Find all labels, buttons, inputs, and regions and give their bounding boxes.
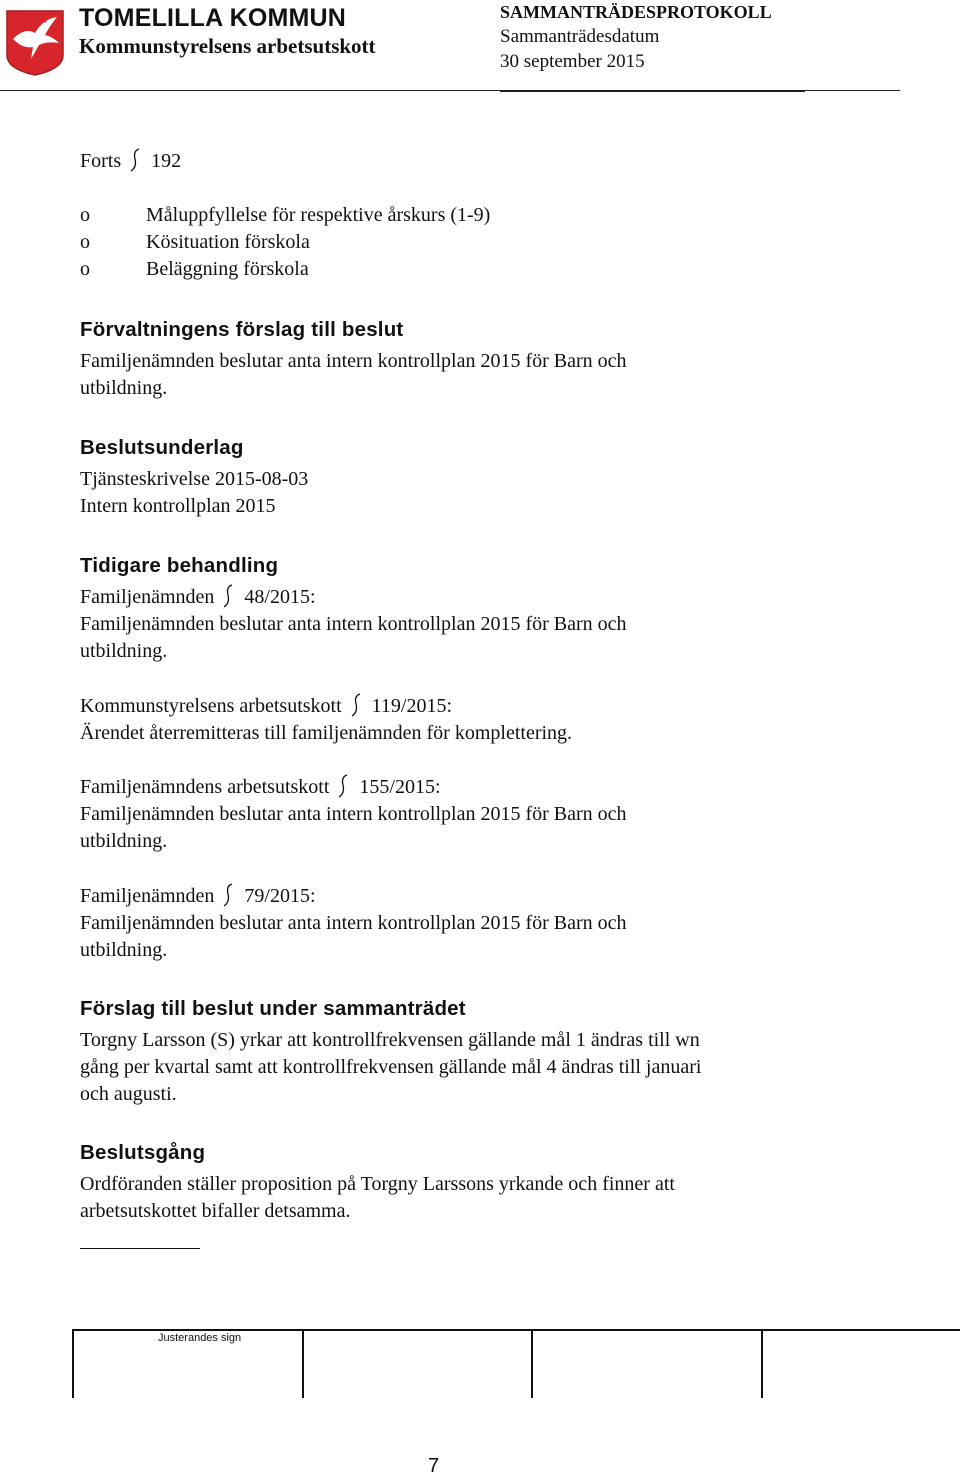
table-divider: [72, 1331, 74, 1398]
section-sign-icon: [220, 584, 238, 608]
body-text: Familjenämnden beslutar anta intern kontrollplan 2015 för Barn och: [80, 912, 627, 934]
signature-table: [72, 1329, 960, 1398]
bullet-marker: o: [80, 258, 90, 280]
body-text: Ärendet återremitteras till familjenämnden för komplettering.: [80, 722, 573, 744]
decision-ref: 155/2015:: [359, 776, 441, 798]
section-sign-icon: [348, 693, 366, 717]
list-item: [80, 204, 490, 227]
decision-body: Familjenämnden: [80, 586, 215, 608]
paragraph-prefix: Forts: [80, 150, 122, 172]
list-item-text: Kösituation förskola: [146, 231, 310, 253]
decision-body: Kommunstyrelsens arbetsutskott: [80, 695, 342, 717]
end-rule: [80, 1248, 200, 1249]
section-sign-icon: [127, 148, 145, 172]
sign-label: Justerandes sign: [158, 1332, 242, 1344]
bullet-marker: o: [80, 231, 90, 253]
list-item-text: Måluppfyllelse för respektive årskurs (1-9): [146, 204, 491, 226]
decision-ref: 119/2015:: [371, 695, 453, 717]
decision-ref: 48/2015:: [244, 586, 316, 608]
section-heading: Beslutsgång: [80, 1141, 206, 1164]
crest-bird-icon: [5, 9, 65, 77]
body-text: Familjenämnden beslutar anta intern kontrollplan 2015 för Barn och: [80, 350, 627, 372]
treatment-reference: [80, 584, 316, 612]
body-text: utbildning.: [80, 640, 168, 662]
section-heading: Beslutsunderlag: [80, 436, 244, 459]
body-text: Ordföranden ställer proposition på Torgny Larssons yrkande och finner att: [80, 1173, 675, 1195]
body-text: Intern kontrollplan 2015: [80, 495, 276, 517]
treatment-reference: [80, 883, 316, 911]
body-text: Tjänsteskrivelse 2015-08-03: [80, 468, 309, 490]
section-sign-icon: [335, 774, 353, 798]
header-divider-secondary: [500, 91, 805, 92]
department-name: Kommunstyrelsens arbetsutskott: [79, 34, 376, 58]
decision-body: Familjenämndens arbetsutskott: [80, 776, 330, 798]
body-text: utbildning.: [80, 830, 168, 852]
section-heading: Förslag till beslut under sammanträdet: [80, 997, 466, 1020]
treatment-reference: [80, 774, 441, 802]
bullet-marker: o: [80, 204, 90, 226]
table-divider: [302, 1331, 304, 1398]
meeting-date: 30 september 2015: [500, 51, 645, 72]
paragraph-number: 192: [151, 150, 182, 172]
body-text: och augusti.: [80, 1083, 177, 1105]
municipality-name: TOMELILLA KOMMUN: [79, 4, 347, 32]
body-text: utbildning.: [80, 377, 168, 399]
list-item: [80, 258, 309, 281]
paragraph-reference: [80, 148, 181, 176]
treatment-reference: [80, 693, 452, 721]
body-text: Familjenämnden beslutar anta intern kontrollplan 2015 för Barn och: [80, 803, 627, 825]
document-type: SAMMANTRÄDESPROTOKOLL: [500, 2, 772, 22]
body-text: arbetsutskottet bifaller detsamma.: [80, 1200, 351, 1222]
table-divider: [761, 1331, 763, 1398]
body-text: gång per kvartal samt att kontrollfrekvensen gällande mål 4 ändras till januari: [80, 1056, 702, 1078]
page-number: 7: [428, 1455, 440, 1477]
meeting-date-label: Sammanträdesdatum: [500, 26, 660, 47]
list-item-text: Beläggning förskola: [146, 258, 309, 280]
table-divider: [531, 1331, 533, 1398]
decision-ref: 79/2015:: [244, 885, 316, 907]
body-text: utbildning.: [80, 939, 168, 961]
section-heading: Förvaltningens förslag till beslut: [80, 318, 404, 341]
section-sign-icon: [220, 883, 238, 907]
section-heading: Tidigare behandling: [80, 554, 279, 577]
body-text: Torgny Larsson (S) yrkar att kontrollfrekvensen gällande mål 1 ändras till wn: [80, 1029, 700, 1051]
body-text: Familjenämnden beslutar anta intern kontrollplan 2015 för Barn och: [80, 613, 627, 635]
decision-body: Familjenämnden: [80, 885, 215, 907]
list-item: [80, 231, 310, 254]
